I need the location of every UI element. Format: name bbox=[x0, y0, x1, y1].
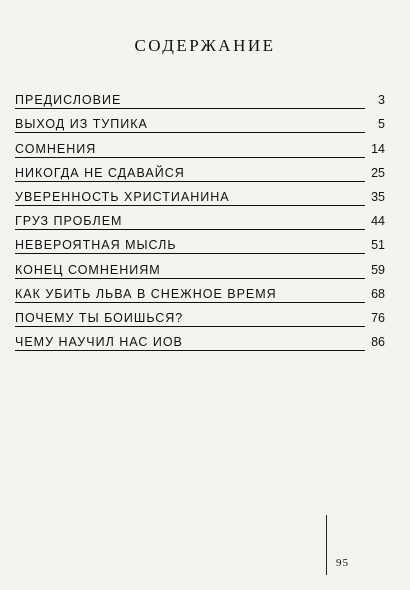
toc-entry-page: 44 bbox=[371, 214, 385, 229]
toc-entry-label: ЧЕМУ НАУЧИЛ НАС ИОВ bbox=[15, 335, 183, 350]
toc-entry-page: 68 bbox=[371, 286, 385, 301]
toc-entry-rule bbox=[15, 181, 365, 182]
toc-entry bbox=[15, 161, 385, 185]
toc-entry-page: 86 bbox=[371, 335, 385, 350]
toc-entry-rule bbox=[15, 350, 365, 351]
toc-entry-page: 5 bbox=[378, 117, 385, 132]
toc-entry-page: 35 bbox=[371, 189, 385, 204]
toc-entry-label: ПОЧЕМУ ТЫ БОИШЬСЯ? bbox=[15, 310, 184, 325]
toc-entry-rule bbox=[15, 132, 365, 133]
toc-entry-rule bbox=[15, 278, 365, 279]
toc-entry-label: НИКОГДА НЕ СДАВАЙСЯ bbox=[15, 165, 185, 180]
table-of-contents bbox=[15, 88, 385, 354]
toc-entry bbox=[15, 209, 385, 233]
toc-entry bbox=[15, 257, 385, 281]
toc-entry-page: 3 bbox=[378, 93, 385, 108]
toc-entry-rule bbox=[15, 302, 365, 303]
folio-divider bbox=[326, 515, 327, 575]
toc-entry-label: СОМНЕНИЯ bbox=[15, 141, 97, 156]
toc-entry-label: НЕВЕРОЯТНАЯ МЫСЛЬ bbox=[15, 238, 177, 253]
toc-entry-rule bbox=[15, 108, 365, 109]
toc-entry-page: 59 bbox=[371, 262, 385, 277]
toc-entry bbox=[15, 330, 385, 354]
toc-entry bbox=[15, 233, 385, 257]
toc-entry bbox=[15, 136, 385, 160]
toc-entry-label: УВЕРЕННОСТЬ ХРИСТИАНИНА bbox=[15, 189, 230, 204]
toc-entry-page: 51 bbox=[371, 238, 385, 253]
toc-entry bbox=[15, 306, 385, 330]
toc-entry-page: 25 bbox=[371, 165, 385, 180]
toc-entry-label: КОНЕЦ СОМНЕНИЯМ bbox=[15, 262, 161, 277]
page-number: 95 bbox=[336, 557, 349, 569]
toc-entry-label: ПРЕДИСЛОВИЕ bbox=[15, 93, 122, 108]
toc-entry-rule bbox=[15, 229, 365, 230]
toc-entry-label: ГРУЗ ПРОБЛЕМ bbox=[15, 214, 123, 229]
toc-entry-rule bbox=[15, 205, 365, 206]
toc-entry bbox=[15, 88, 385, 112]
toc-entry bbox=[15, 185, 385, 209]
toc-entry-rule bbox=[15, 326, 365, 327]
toc-entry bbox=[15, 112, 385, 136]
toc-entry-rule bbox=[15, 157, 365, 158]
toc-entry-page: 14 bbox=[371, 141, 385, 156]
page-title: СОДЕРЖАНИЕ bbox=[134, 36, 276, 55]
toc-entry-label: КАК УБИТЬ ЛЬВА В СНЕЖНОЕ ВРЕМЯ bbox=[15, 286, 277, 301]
toc-entry bbox=[15, 282, 385, 306]
toc-entry-rule bbox=[15, 253, 365, 254]
toc-entry-page: 76 bbox=[371, 310, 385, 325]
toc-entry-label: ВЫХОД ИЗ ТУПИКА bbox=[15, 117, 148, 132]
